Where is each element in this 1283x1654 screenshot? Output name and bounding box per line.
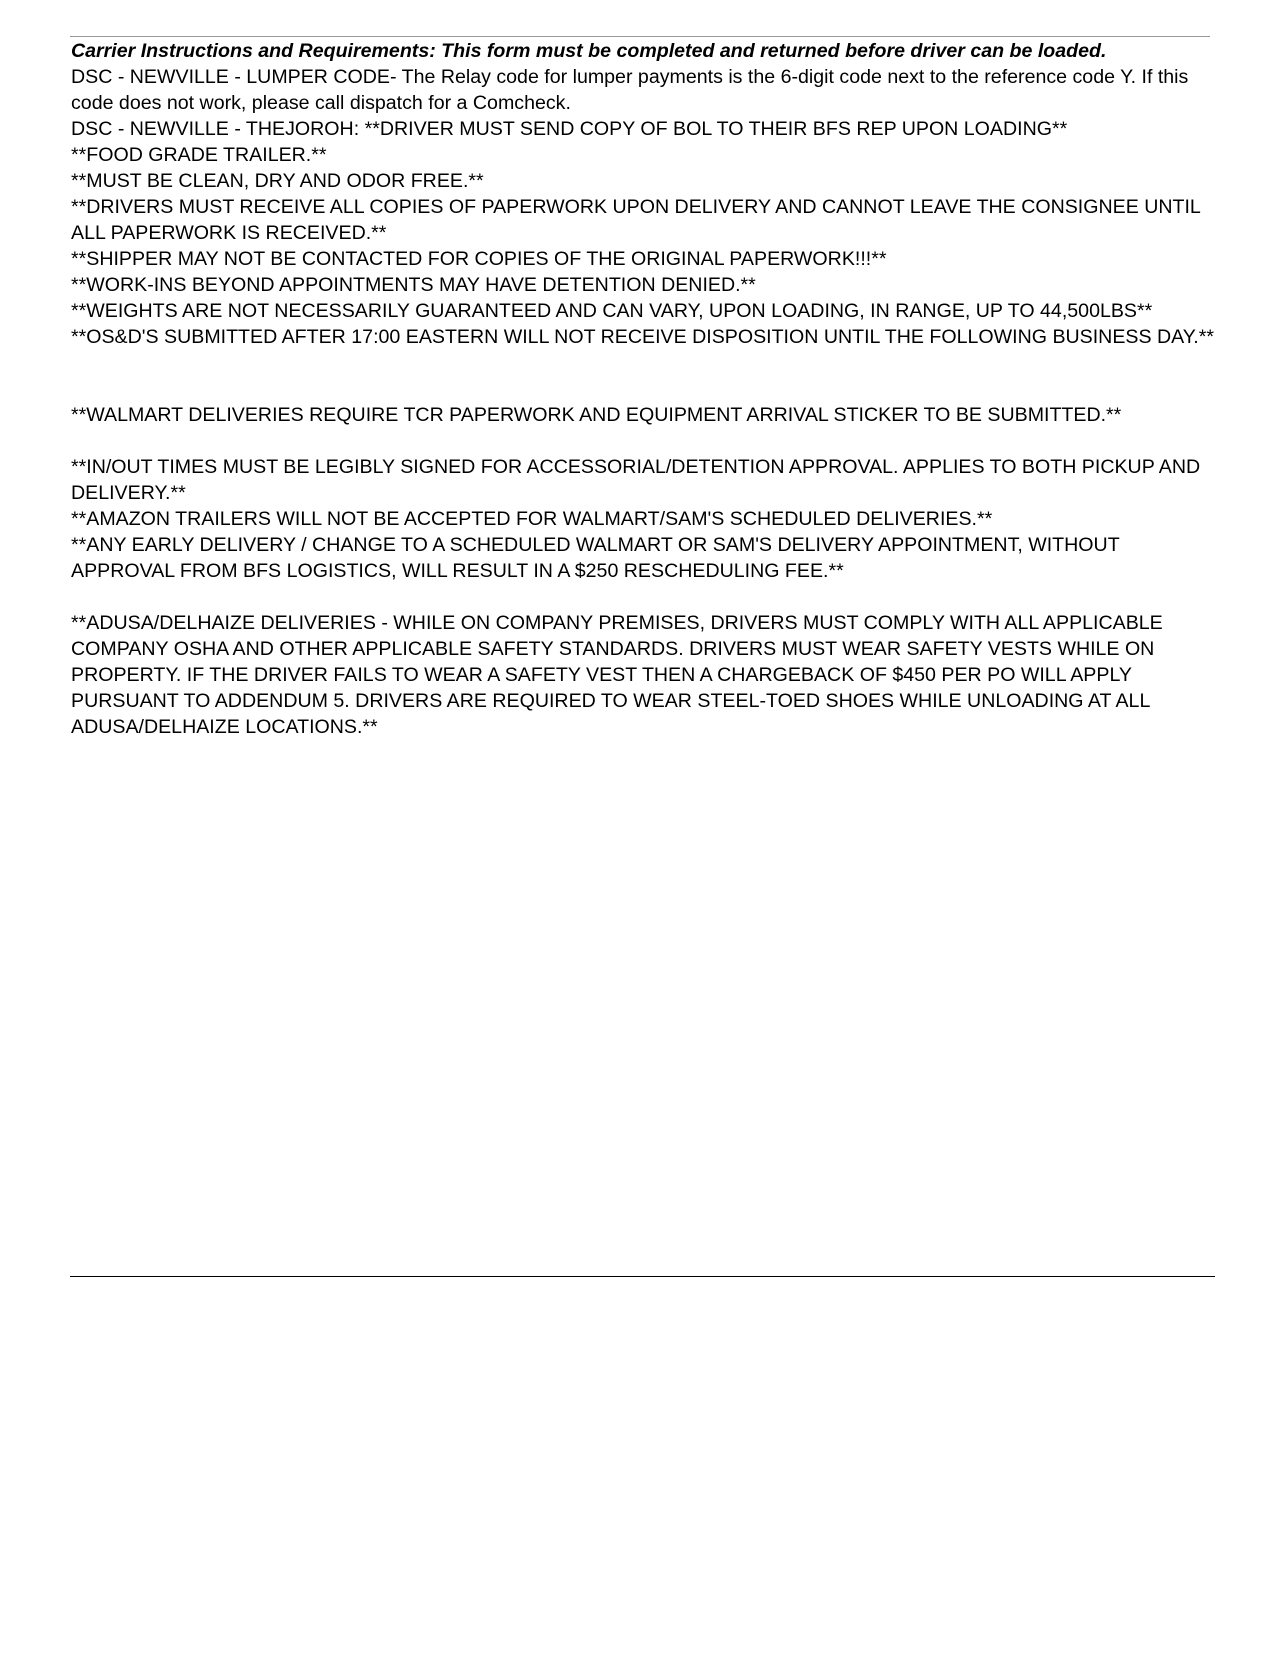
weights-note: **WEIGHTS ARE NOT NECESSARILY GUARANTEED AND CAN VARY, UPON LOADING, IN RANGE, UP TO 44,500LBS** — [71, 300, 1153, 322]
osd-note: **OS&D'S SUBMITTED AFTER 17:00 EASTERN WILL NOT RECEIVE DISPOSITION UNTIL THE FOLLOWING BUSINESS DAY.** — [71, 326, 1214, 348]
spacer — [71, 584, 1221, 610]
shipper-contact-note: **SHIPPER MAY NOT BE CONTACTED FOR COPIES OF THE ORIGINAL PAPERWORK!!!** — [71, 248, 887, 270]
spacer — [71, 350, 1221, 402]
amazon-trailers-note: **AMAZON TRAILERS WILL NOT BE ACCEPTED FOR WALMART/SAM'S SCHEDULED DELIVERIES.** — [71, 508, 993, 530]
top-divider — [70, 36, 1210, 37]
spacer — [71, 428, 1221, 454]
carrier-instructions — [71, 38, 1221, 740]
clean-trailer-note: **MUST BE CLEAN, DRY AND ODOR FREE.** — [71, 170, 484, 192]
adusa-delhaize-note: **ADUSA/DELHAIZE DELIVERIES - WHILE ON COMPANY PREMISES, DRIVERS MUST COMPLY WITH ALL APPLICABLE COMPANY OSHA AND OTHER APPLICABLE SAFETY STANDARDS. DRIVERS MUST WEAR SAFETY VESTS WHILE ON PROPERTY. IF THE DRIVER FAILS TO WEAR A SAFETY VEST THEN A CHARGEBACK OF $450 PER PO WILL APPLY PURSUANT TO ADDENDUM 5. DRIVERS ARE REQUIRED TO WEAR STEEL-TOED SHOES WHILE UNLOADING AT ALL ADUSA/DELHAIZE LOCATIONS.** — [71, 612, 1163, 738]
early-delivery-fee-note: **ANY EARLY DELIVERY / CHANGE TO A SCHEDULED WALMART OR SAM'S DELIVERY APPOINTMENT, WITHOUT APPROVAL FROM BFS LOGISTICS, WILL RESULT IN A $250 RESCHEDULING FEE.** — [71, 534, 1120, 582]
in-out-times-note: **IN/OUT TIMES MUST BE LEGIBLY SIGNED FOR ACCESSORIAL/DETENTION APPROVAL. APPLIES TO BOTH PICKUP AND DELIVERY.** — [71, 456, 1201, 504]
work-ins-note: **WORK-INS BEYOND APPOINTMENTS MAY HAVE DETENTION DENIED.** — [71, 274, 756, 296]
lumper-code-note: DSC - NEWVILLE - LUMPER CODE- The Relay code for lumper payments is the 6-digit code next to the reference code Y. If this code does not work, please call dispatch for a Comcheck. — [71, 66, 1189, 114]
bol-copy-note: DSC - NEWVILLE - THEJOROH: **DRIVER MUST SEND COPY OF BOL TO THEIR BFS REP UPON LOADING** — [71, 118, 1068, 140]
paperwork-note: **DRIVERS MUST RECEIVE ALL COPIES OF PAPERWORK UPON DELIVERY AND CANNOT LEAVE THE CONSIGNEE UNTIL ALL PAPERWORK IS RECEIVED.** — [71, 196, 1201, 244]
food-grade-note: **FOOD GRADE TRAILER.** — [71, 144, 327, 166]
signature-line — [70, 1276, 1215, 1277]
walmart-tcr-note: **WALMART DELIVERIES REQUIRE TCR PAPERWORK AND EQUIPMENT ARRIVAL STICKER TO BE SUBMITTED.** — [71, 404, 1122, 426]
delivery-requirements-block — [71, 454, 1221, 584]
instructions-heading: Carrier Instructions and Requirements: This form must be completed and returned before driver can be loaded. — [71, 40, 1107, 62]
general-requirements-block — [71, 64, 1221, 350]
